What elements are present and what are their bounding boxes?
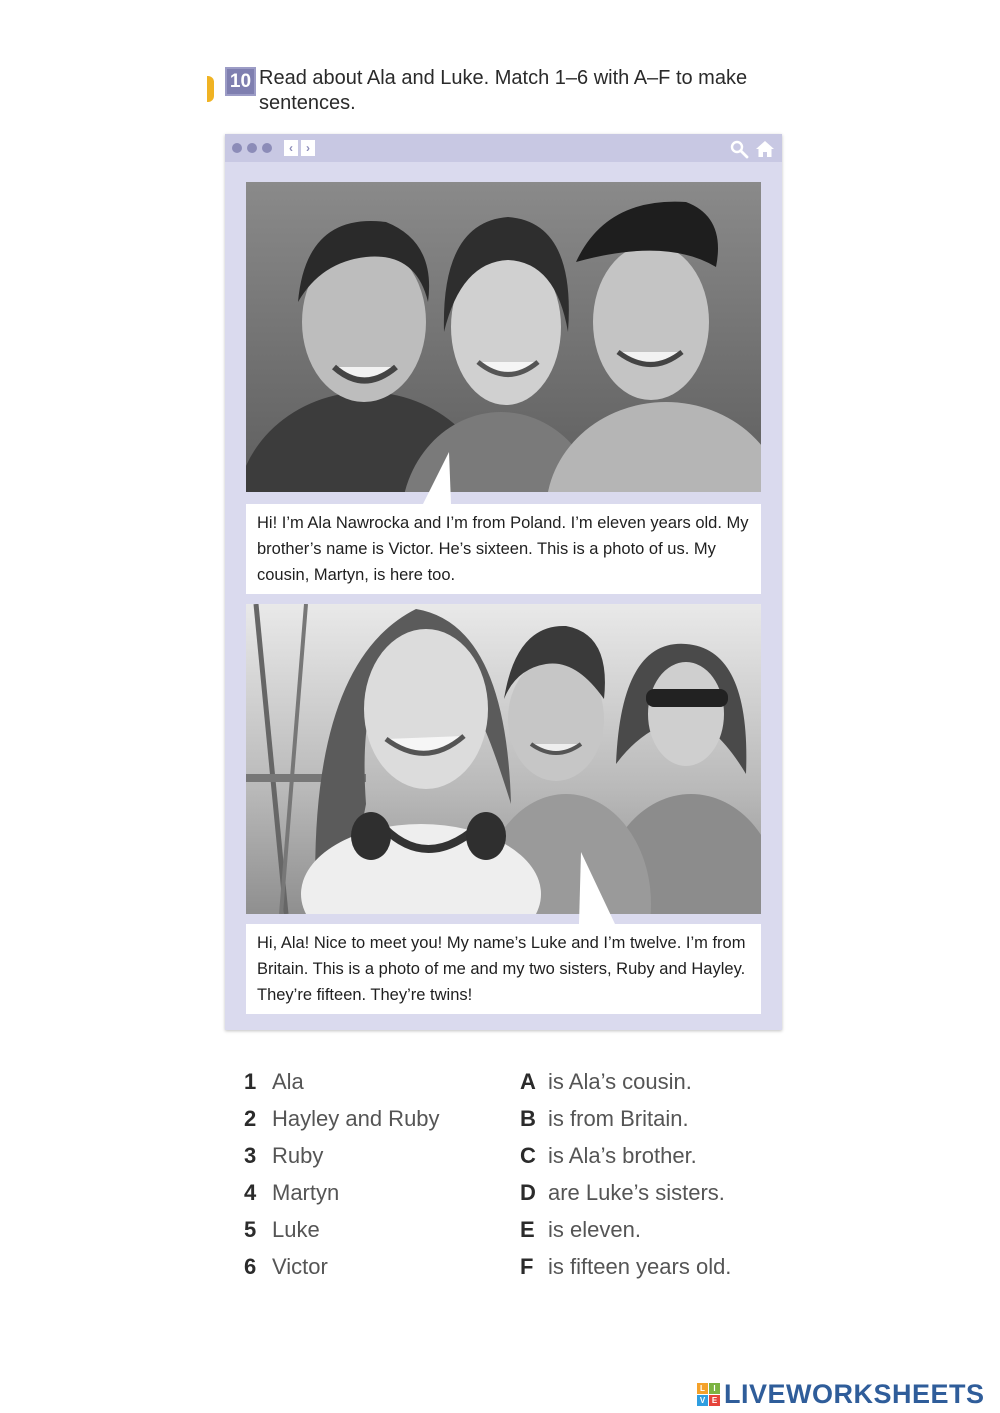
post-caption: Hi, Ala! Nice to meet you! My name’s Luke and I’m twelve. I’m from Britain. This is a photo of me and my two sisters, Ruby and Hayley. They’re fifteen. They’re twins! xyxy=(246,924,761,1014)
speech-bubble-tail xyxy=(573,852,633,924)
list-item: A is Ala’s cousin. xyxy=(520,1069,692,1094)
logo-text: LIVEWORKSHEETS xyxy=(724,1378,985,1409)
post-caption: Hi! I’m Ala Nawrocka and I’m from Poland. I’m eleven years old. My brother’s name is Victor. He’s sixteen. This is a photo of us. My cousin, Martyn, is here too. xyxy=(246,504,761,594)
lettered-list xyxy=(520,1063,731,1285)
list-item: F is fifteen years old. xyxy=(520,1254,732,1279)
exercise-number: 10 xyxy=(225,67,256,96)
search-icon[interactable] xyxy=(729,139,749,159)
list-item: E is eleven. xyxy=(520,1217,641,1242)
speech-bubble-tail xyxy=(405,452,465,504)
browser-toolbar xyxy=(225,134,782,162)
photo-ala-image xyxy=(246,182,761,492)
exercise-instruction: Read about Ala and Luke. Match 1–6 with A–F to make sentences. xyxy=(259,67,748,114)
liveworksheets-logo[interactable] xyxy=(697,1378,985,1410)
photo-luke-group xyxy=(246,604,761,914)
dot-icon xyxy=(247,143,257,153)
list-item: 5 Luke xyxy=(244,1217,320,1242)
section-marker xyxy=(207,76,214,102)
numbered-list xyxy=(244,1063,440,1285)
list-item: B is from Britain. xyxy=(520,1106,689,1131)
list-item: 1 Ala xyxy=(244,1069,304,1094)
photo-luke-image xyxy=(246,604,761,914)
browser-mockup xyxy=(225,134,782,1030)
home-icon[interactable] xyxy=(755,139,775,159)
dot-icon xyxy=(232,143,242,153)
back-arrow-icon[interactable]: ‹ xyxy=(284,140,298,156)
logo-mark-icon: L I V E xyxy=(697,1383,720,1406)
dot-icon xyxy=(262,143,272,153)
photo-ala-group xyxy=(246,182,761,492)
list-item: 3 Ruby xyxy=(244,1143,324,1168)
list-item: 6 Victor xyxy=(244,1254,328,1279)
forward-arrow-icon[interactable]: › xyxy=(301,140,315,156)
list-item: 4 Martyn xyxy=(244,1180,340,1205)
list-item: 2 Hayley and Ruby xyxy=(244,1106,440,1131)
list-item: D are Luke’s sisters. xyxy=(520,1180,725,1205)
list-item: C is Ala’s brother. xyxy=(520,1143,697,1168)
